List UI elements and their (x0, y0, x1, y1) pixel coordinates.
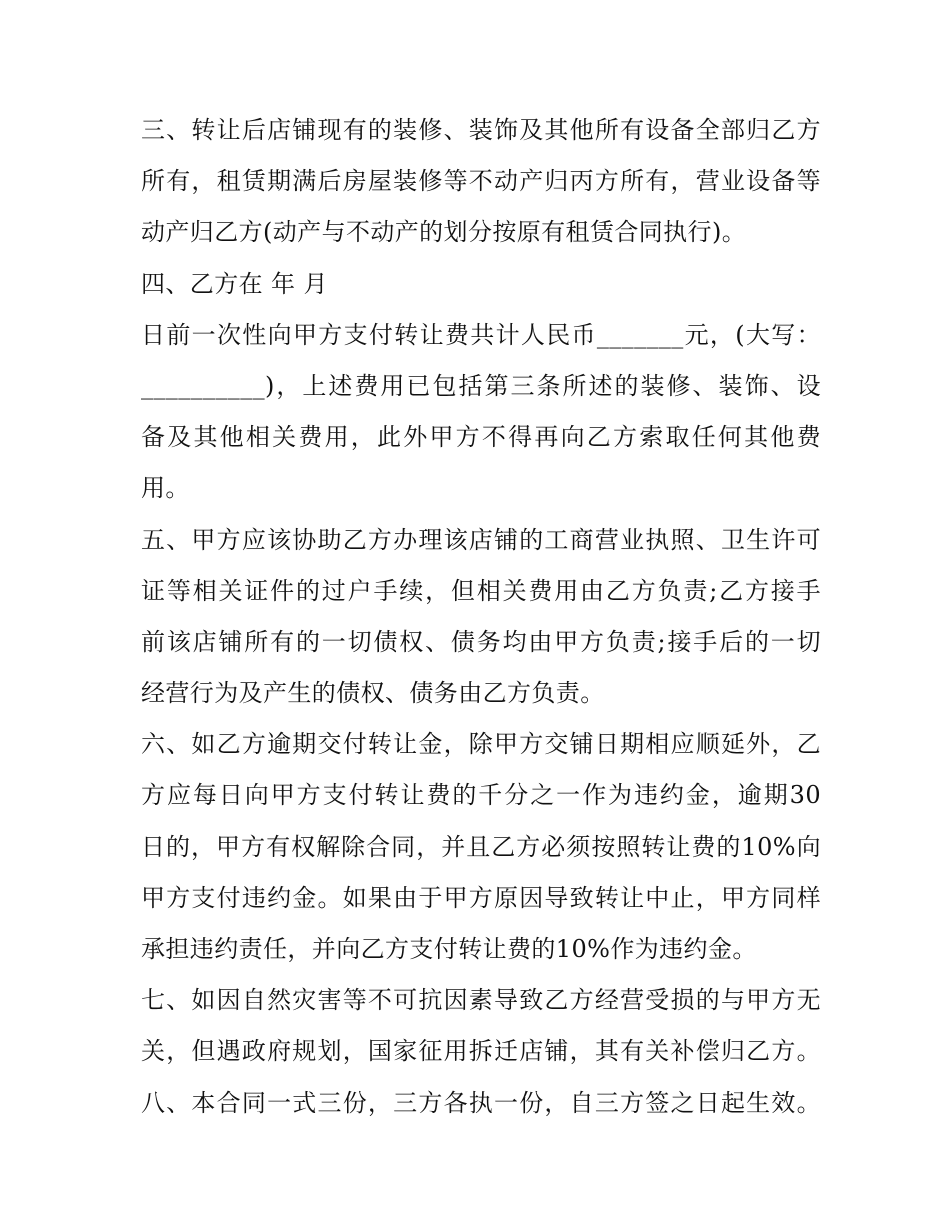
text-line: 备及其他相关费用，此外甲方不得再向乙方索取任何其他费 (141, 423, 821, 452)
text-line: 六、如乙方逾期交付转让金，除甲方交铺日期相应顺延外，乙 (141, 730, 821, 759)
text-line: 日的，甲方有权解除合同，并且乙方必须按照转让费的10%向 (141, 832, 821, 861)
text-line: 八、本合同一式三份，三方各执一份，自三方签之日起生效。 (141, 1088, 821, 1117)
contract-body (141, 105, 821, 1129)
text-line: 前该店铺所有的一切债权、债务均由甲方负责;接手后的一切 (141, 627, 821, 656)
text-line: 经营行为及产生的债权、债务由乙方负责。 (141, 679, 605, 708)
text-line: 甲方支付违约金。如果由于甲方原因导致转让中止，甲方同样 (141, 883, 821, 912)
text-line: __________)，上述费用已包括第三条所述的装修、装饰、设 (141, 371, 821, 400)
text-line: 动产归乙方(动产与不动产的划分按原有租赁合同执行)。 (141, 218, 747, 247)
text-line: 方应每日向甲方支付转让费的千分之一作为违约金，逾期30 (141, 781, 821, 810)
text-line: 所有，租赁期满后房屋装修等不动产归丙方所有，营业设备等 (141, 167, 821, 196)
text-line: 七、如因自然灾害等不可抗因素导致乙方经营受损的与甲方无 (141, 986, 821, 1015)
text-line: 关，但遇政府规划，国家征用拆迁店铺，其有关补偿归乙方。 (141, 1037, 821, 1066)
text-line: 三、转让后店铺现有的装修、装饰及其他所有设备全部归乙方 (141, 116, 821, 144)
text-line: 用。 (141, 474, 190, 503)
text-line: 承担违约责任，并向乙方支付转让费的10%作为违约金。 (141, 935, 757, 963)
text-line: 日前一次性向甲方支付转让费共计人民币_______元，(大写： (141, 320, 821, 349)
text-line: 证等相关证件的过户手续，但相关费用由乙方负责;乙方接手 (141, 576, 821, 605)
text-line: 四、乙方在 年 月 (141, 269, 328, 298)
text-line: 五、甲方应该协助乙方办理该店铺的工商营业执照、卫生许可 (141, 525, 821, 554)
